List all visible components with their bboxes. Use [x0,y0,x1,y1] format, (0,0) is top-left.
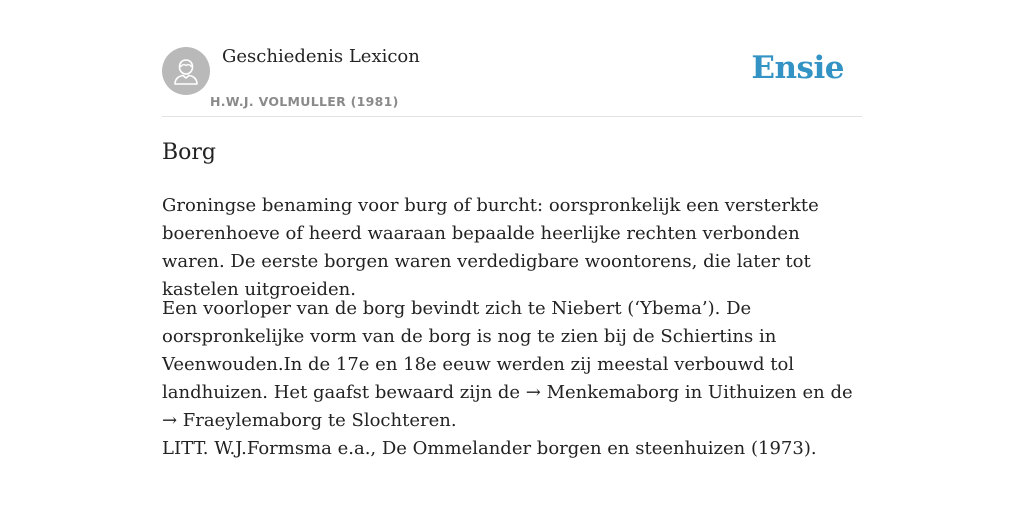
link-menkemaborg[interactable]: → Menkemaborg [525,382,680,403]
user-icon [172,56,200,86]
history-text-middle: in Uithuizen en de [679,382,853,403]
page-container [162,0,862,459]
link-fraeylemaborg[interactable]: → Fraeylemaborg [162,410,323,431]
history-text-end: te Slochteren. [322,410,457,431]
history-paragraph [162,295,862,435]
history-text-start: Een voorloper van de borg bevindt zich te Niebert (‘Ybema’). De oorspronkelijke vorm van de borg is nog te zien bij de Schiertins in Veenwouden.In de 17e en 18e eeuw werden zij meestal verbouwd tol landhuizen. Het gaafst bewaard zijn de [162,298,795,403]
author-credit[interactable]: H.W.J. VOLMULLER (1981) [210,94,399,109]
header [162,0,862,117]
brand-logo[interactable]: Ensie [751,50,844,86]
literature-reference: LITT. W.J.Formsma e.a., De Ommelander borgen en steenhuizen (1973). [162,438,817,459]
definition-paragraph: Groningse benaming voor burg of burcht: oorspronkelijk een versterkte boerenhoeve of heerd waaraan bepaalde heerlijke rechten verbonden waren. De eerste borgen waren verdedigbare woontorens, die later tot kastelen uitgroeiden. [162,195,819,300]
avatar [162,47,210,95]
entry-title: Borg [162,140,217,165]
lexicon-title[interactable]: Geschiedenis Lexicon [222,46,420,67]
